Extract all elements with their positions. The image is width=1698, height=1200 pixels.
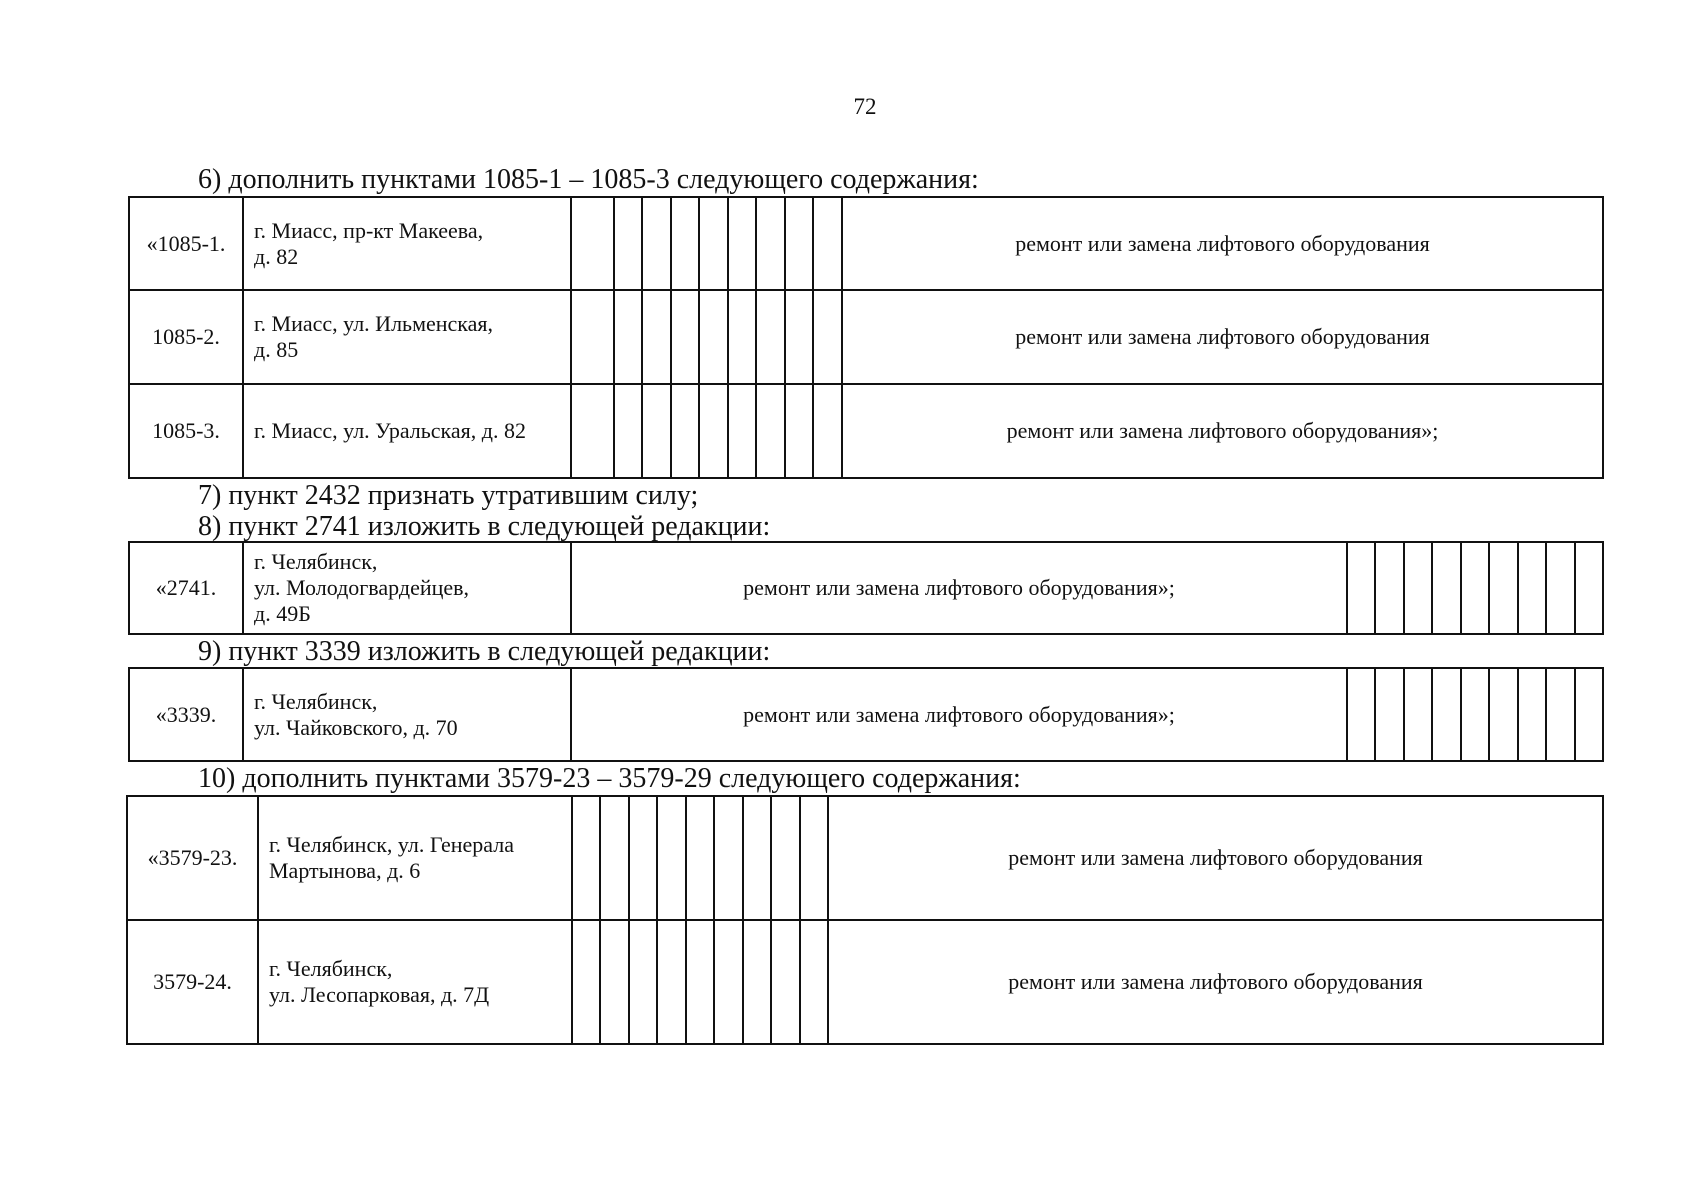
empty-cell xyxy=(728,197,756,290)
empty-cell xyxy=(699,197,728,290)
work-type-cell: ремонт или замена лифтового оборудования xyxy=(842,290,1603,384)
empty-cell xyxy=(699,384,728,478)
empty-cell xyxy=(1432,668,1461,761)
empty-cell xyxy=(1461,668,1489,761)
item-number: «3339. xyxy=(129,668,243,761)
table-row xyxy=(129,542,1603,634)
empty-cell xyxy=(657,796,686,920)
empty-cell xyxy=(642,197,671,290)
empty-cell xyxy=(686,920,714,1044)
item-number: «3579-23. xyxy=(127,796,258,920)
empty-cell xyxy=(1489,542,1518,634)
empty-cell xyxy=(600,796,629,920)
empty-cell xyxy=(642,290,671,384)
address-cell: г. Челябинск, ул. Генерала Мартынова, д. 6 xyxy=(258,796,572,920)
address-cell: г. Миасс, пр-кт Макеева, д. 82 xyxy=(243,197,571,290)
empty-cell xyxy=(743,920,771,1044)
table-row xyxy=(129,197,1603,290)
paragraph-7: 7) пункт 2432 признать утратившим силу; xyxy=(198,480,699,511)
empty-cell xyxy=(785,384,813,478)
empty-cell xyxy=(800,796,828,920)
empty-cell xyxy=(614,290,642,384)
address-cell: г. Челябинск, ул. Молодогвардейцев, д. 49Б xyxy=(243,542,571,634)
empty-cell xyxy=(1347,668,1375,761)
empty-cell xyxy=(614,197,642,290)
empty-cell xyxy=(572,920,600,1044)
paragraph-9: 9) пункт 3339 изложить в следующей редакции: xyxy=(198,636,771,667)
empty-cell xyxy=(571,384,614,478)
table-row xyxy=(127,796,1603,920)
empty-cell xyxy=(728,384,756,478)
item-number: «1085-1. xyxy=(129,197,243,290)
empty-cell xyxy=(728,290,756,384)
table-row xyxy=(127,920,1603,1044)
empty-cell xyxy=(671,290,699,384)
empty-cell xyxy=(785,197,813,290)
empty-cell xyxy=(686,796,714,920)
item-number: 3579-24. xyxy=(127,920,258,1044)
table-row xyxy=(129,668,1603,761)
empty-cell xyxy=(1489,668,1518,761)
empty-cell xyxy=(657,920,686,1044)
empty-cell xyxy=(813,290,842,384)
empty-cell xyxy=(572,796,600,920)
empty-cell xyxy=(571,197,614,290)
empty-cell xyxy=(1404,668,1432,761)
empty-cell xyxy=(671,197,699,290)
address-cell: г. Миасс, ул. Ильменская, д. 85 xyxy=(243,290,571,384)
item-number: 1085-2. xyxy=(129,290,243,384)
empty-cell xyxy=(771,920,800,1044)
empty-cell xyxy=(1347,542,1375,634)
empty-cell xyxy=(785,290,813,384)
empty-cell xyxy=(1404,542,1432,634)
empty-cell xyxy=(1546,542,1575,634)
empty-cell xyxy=(1432,542,1461,634)
empty-cell xyxy=(1375,542,1404,634)
table-row xyxy=(129,290,1603,384)
empty-cell xyxy=(642,384,671,478)
empty-cell xyxy=(1518,668,1546,761)
empty-cell xyxy=(714,920,743,1044)
table-row xyxy=(129,384,1603,478)
address-cell: г. Челябинск, ул. Чайковского, д. 70 xyxy=(243,668,571,761)
empty-cell xyxy=(771,796,800,920)
table-item-3339 xyxy=(128,667,1604,762)
work-type-cell: ремонт или замена лифтового оборудования xyxy=(828,920,1603,1044)
empty-cell xyxy=(629,920,657,1044)
work-type-cell: ремонт или замена лифтового оборудования xyxy=(828,796,1603,920)
empty-cell xyxy=(571,290,614,384)
empty-cell xyxy=(756,197,785,290)
empty-cell xyxy=(1575,542,1603,634)
address-cell: г. Миасс, ул. Уральская, д. 82 xyxy=(243,384,571,478)
empty-cell xyxy=(813,197,842,290)
work-type-cell: ремонт или замена лифтового оборудования»; xyxy=(571,542,1347,634)
address-cell: г. Челябинск, ул. Лесопарковая, д. 7Д xyxy=(258,920,572,1044)
empty-cell xyxy=(1575,668,1603,761)
table-items-1085 xyxy=(128,196,1604,479)
empty-cell xyxy=(1461,542,1489,634)
paragraph-8: 8) пункт 2741 изложить в следующей редакции: xyxy=(198,511,771,542)
empty-cell xyxy=(756,290,785,384)
empty-cell xyxy=(699,290,728,384)
table-item-2741 xyxy=(128,541,1604,635)
item-number: «2741. xyxy=(129,542,243,634)
work-type-cell: ремонт или замена лифтового оборудования»; xyxy=(571,668,1347,761)
empty-cell xyxy=(671,384,699,478)
item-number: 1085-3. xyxy=(129,384,243,478)
work-type-cell: ремонт или замена лифтового оборудования xyxy=(842,197,1603,290)
table-items-3579 xyxy=(126,795,1604,1045)
empty-cell xyxy=(1518,542,1546,634)
empty-cell xyxy=(1375,668,1404,761)
empty-cell xyxy=(743,796,771,920)
page-number: 72 xyxy=(853,94,877,119)
paragraph-10: 10) дополнить пунктами 3579-23 – 3579-29 следующего содержания: xyxy=(198,763,1021,794)
empty-cell xyxy=(629,796,657,920)
empty-cell xyxy=(756,384,785,478)
empty-cell xyxy=(1546,668,1575,761)
empty-cell xyxy=(800,920,828,1044)
empty-cell xyxy=(714,796,743,920)
empty-cell xyxy=(614,384,642,478)
empty-cell xyxy=(813,384,842,478)
paragraph-6: 6) дополнить пунктами 1085-1 – 1085-3 следующего содержания: xyxy=(198,164,979,195)
empty-cell xyxy=(600,920,629,1044)
work-type-cell: ремонт или замена лифтового оборудования»; xyxy=(842,384,1603,478)
